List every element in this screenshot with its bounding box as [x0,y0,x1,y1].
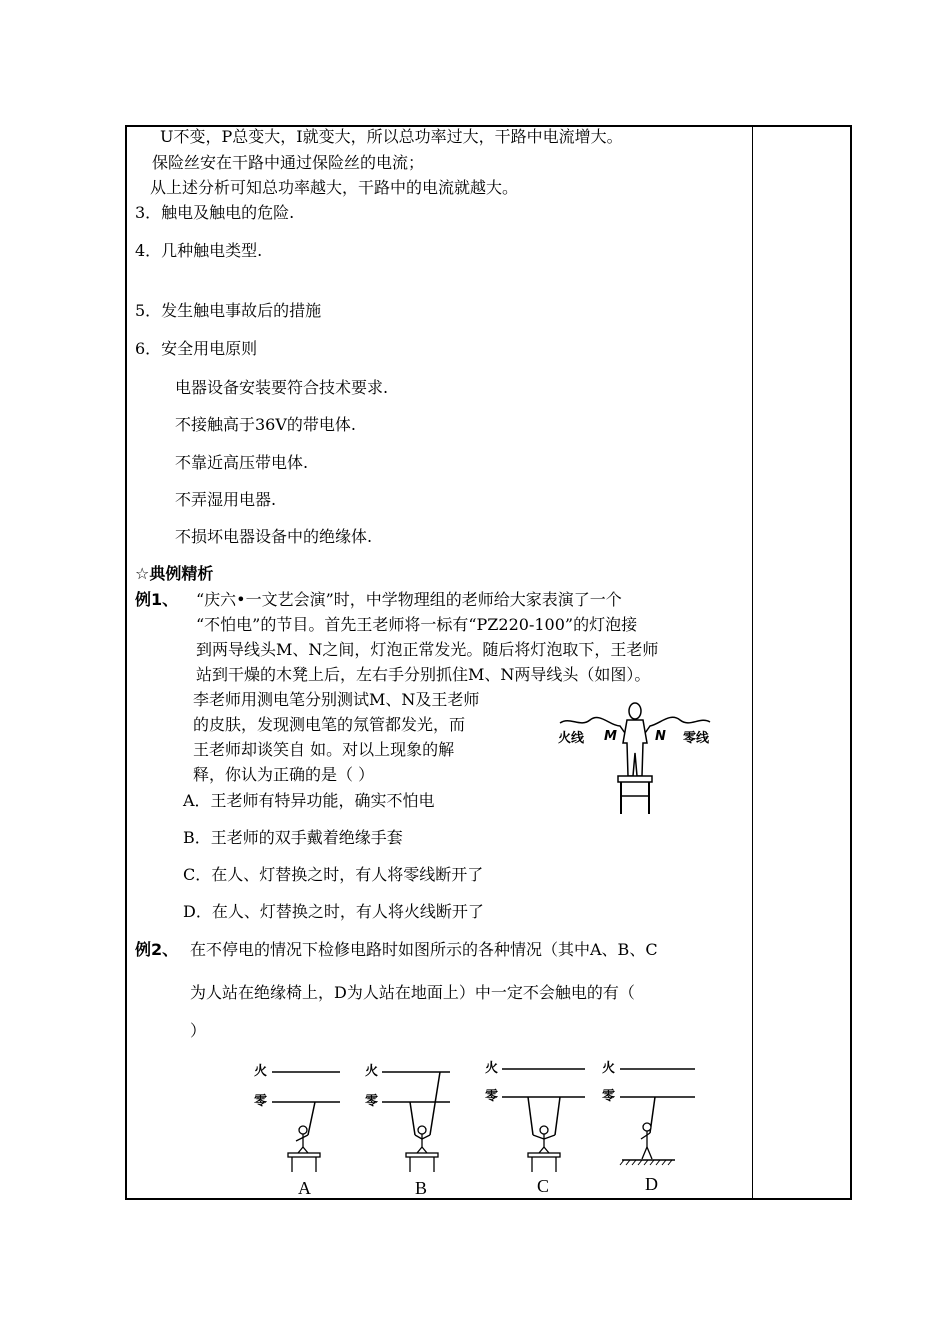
rule-item: 不接触高于36V的带电体. [175,415,357,434]
example-1-text: 的皮肤，发现测电笔的氖管都发光，而 [193,715,466,734]
example-2-figure [250,1055,710,1200]
heading-6: 6．安全用电原则 [135,339,258,358]
fig-label-neutral: 零线 [683,731,710,746]
example-2-label: 例2、 [135,940,179,959]
text-line: 保险丝安在干路中通过保险丝的电流； [152,153,425,172]
example-1-figure [555,698,715,818]
rule-item: 电器设备安装要符合技术要求. [175,378,389,397]
example-2-text: 在不停电的情况下检修电路时如图所示的各种情况（其中A、B、C [190,940,658,959]
example-1-text: “庆六•一文艺会演”时，中学物理组的老师给大家表演了一个 [196,590,622,609]
scenario-d [602,1060,695,1194]
heading-5: 5．发生触电事故后的措施 [135,301,322,320]
fig-label-b: B [415,1178,428,1198]
content-table [125,125,852,1200]
fig-neutral-label: 零 [602,1089,616,1104]
text-line: 从上述分析可知总功率越大，干路中的电流就越大。 [150,178,519,197]
option-b: B．王老师的双手戴着绝缘手套 [183,828,403,847]
scenario-a [254,1063,340,1198]
rule-item: 不靠近高压带电体. [175,453,309,472]
option-a: A．王老师有特异功能，确实不怕电 [183,791,435,810]
fig-live-label: 火 [602,1061,616,1076]
fig-label-live: 火线 [558,731,585,746]
fig-live-label: 火 [365,1064,379,1079]
heading-4: 4．几种触电类型. [135,241,263,260]
rule-item: 不损坏电器设备中的绝缘体. [175,527,373,546]
example-1-text: 王老师却谈笑自 如。对以上现象的解 [193,740,455,759]
example-1-text: “不怕电”的节目。首先王老师将一标有“PZ220-100”的灯泡接 [196,615,638,634]
fig-label-m: M [604,729,617,744]
scenario-b [365,1063,450,1198]
fig-live-label: 火 [254,1064,268,1079]
fig-neutral-label: 零 [254,1094,268,1109]
fig-neutral-label: 零 [485,1089,499,1104]
table-column-divider [752,125,753,1200]
scenario-c [485,1060,585,1196]
fig-label-c: C [537,1176,550,1196]
example-1-label: 例1、 [135,590,179,609]
fig-label-d: D [645,1174,658,1194]
fig-live-label: 火 [485,1061,499,1076]
text-line: U不变，P总变大，I就变大，所以总功率过大，干路中电流增大。 [160,127,623,146]
example-2-text: ） [190,1021,207,1040]
fig-label-a: A [298,1178,311,1198]
option-d: D．在人、灯替换之时，有人将火线断开了 [183,902,484,921]
example-1-text: 到两导线头M、N之间，灯泡正常发光。随后将灯泡取下，王老师 [196,640,659,659]
example-1-text: 释，你认为正确的是（ ） [193,765,375,784]
section-title: ☆典例精析 [135,564,214,583]
fig-label-n: N [655,729,666,744]
example-1-text: 李老师用测电笔分别测试M、N及王老师 [193,690,480,709]
example-1-text: 站到干燥的木凳上后，左右手分别抓住M、N两导线头（如图）。 [196,665,651,684]
fig-neutral-label: 零 [365,1094,379,1109]
option-c: C．在人、灯替换之时，有人将零线断开了 [183,865,484,884]
example-2-text: 为人站在绝缘椅上，D为人站在地面上）中一定不会触电的有（ [190,983,635,1002]
heading-3: 3．触电及触电的危险. [135,203,295,222]
rule-item: 不弄湿用电器. [175,490,277,509]
